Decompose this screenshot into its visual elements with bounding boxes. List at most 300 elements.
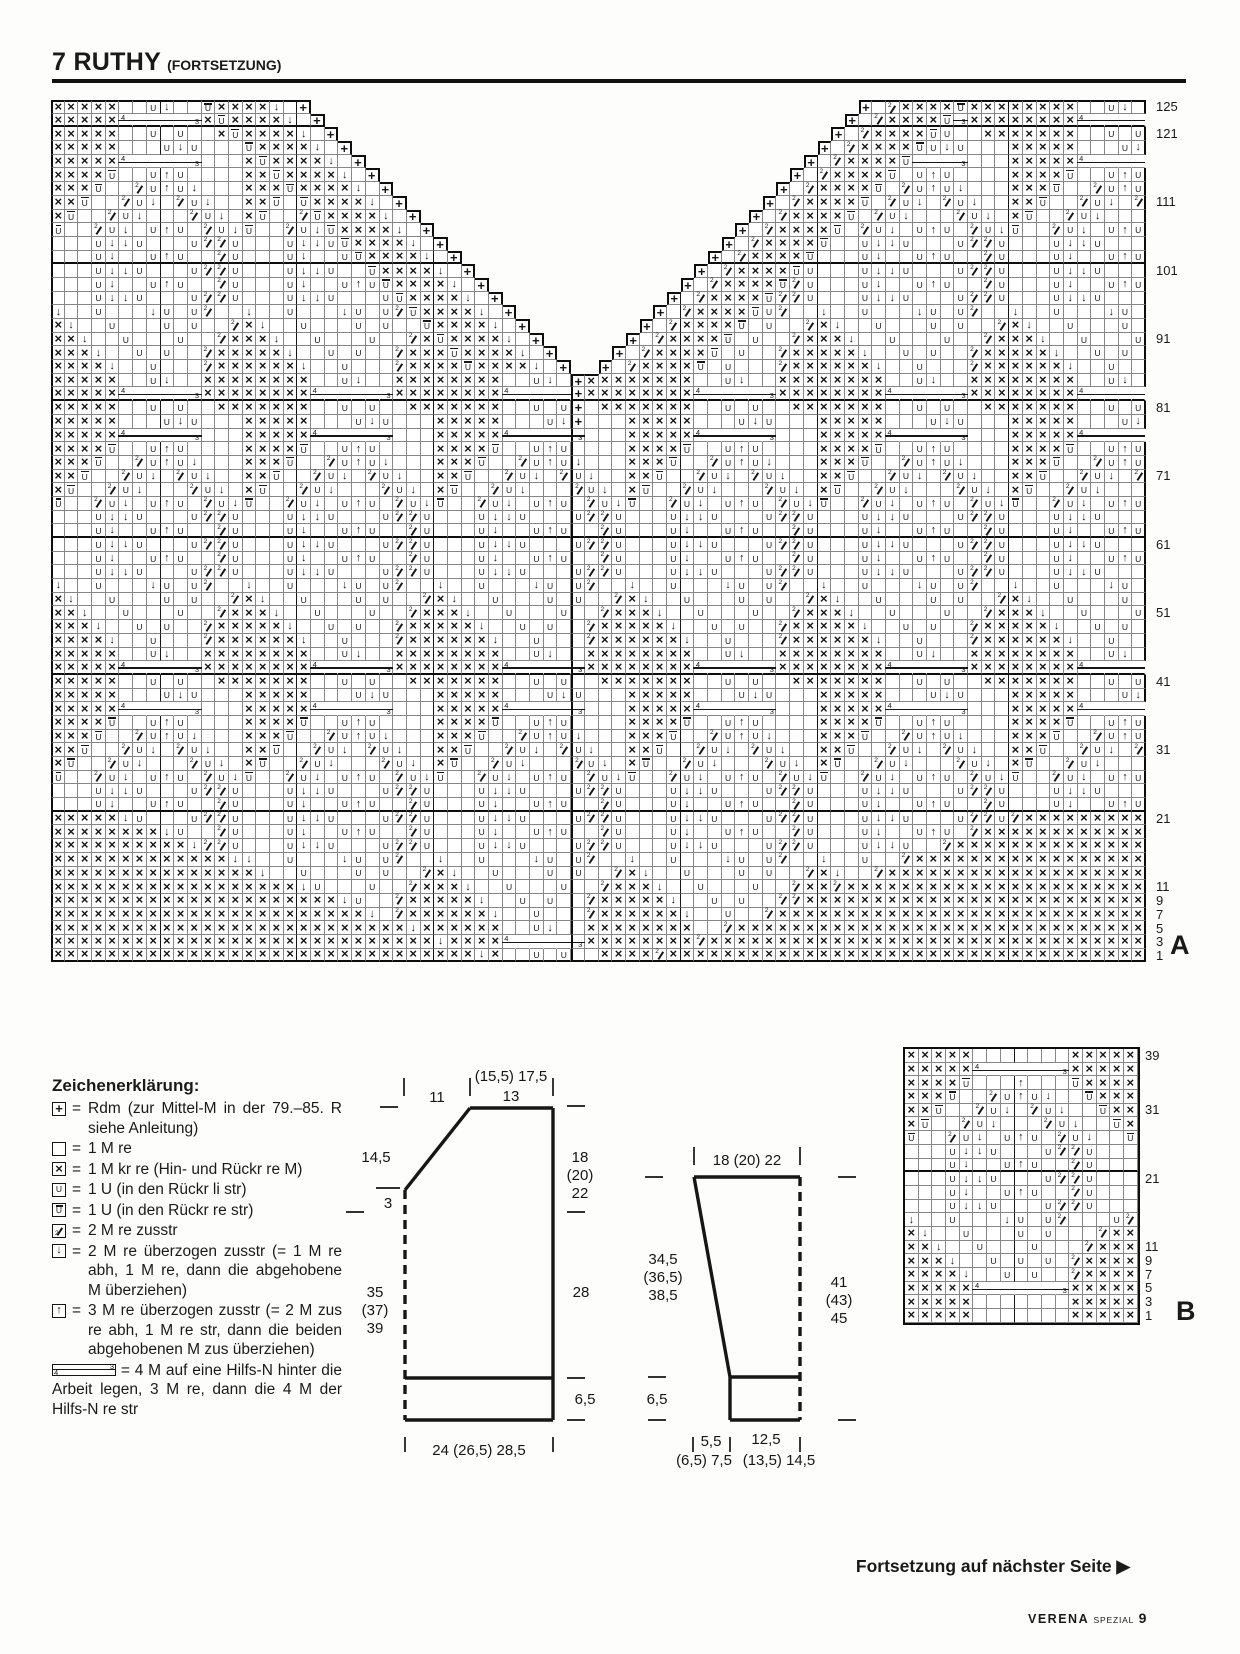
chart-cell [681, 771, 695, 785]
chart-cell [270, 552, 284, 566]
chart-cell [927, 442, 941, 456]
chart-cell [954, 483, 968, 497]
chart-cell [612, 442, 626, 456]
chart-cell [954, 524, 968, 538]
chart-cell [338, 278, 352, 292]
chart-cell [51, 757, 65, 771]
chart-cell [161, 292, 175, 306]
chart-cell [516, 798, 530, 812]
chart-cell [735, 743, 749, 757]
chart-cell [831, 251, 845, 265]
chart-cell [1050, 716, 1064, 730]
chart-cell [503, 538, 517, 552]
chart-cell [612, 319, 626, 333]
chart-cell [585, 511, 599, 525]
chart-cell [913, 196, 927, 210]
chart-cell [229, 264, 243, 278]
chart-cell [147, 798, 161, 812]
chart-cell [147, 565, 161, 579]
chart-cell [900, 278, 914, 292]
chart-cell [818, 771, 832, 785]
chart-cell [462, 853, 476, 867]
chart-cell [722, 743, 736, 757]
chart-cell [421, 210, 435, 224]
chart-cell [119, 634, 133, 648]
chart-cell [954, 429, 968, 443]
chart-cell [475, 839, 489, 853]
chart-cell [681, 565, 695, 579]
chart-cell [995, 429, 1009, 443]
chart-cell [133, 237, 147, 251]
chart-cell [366, 483, 380, 497]
chart-cell [790, 497, 804, 511]
chart-cell [65, 278, 79, 292]
chart-cell [338, 579, 352, 593]
chart-cell [763, 606, 777, 620]
chart-cell [804, 100, 818, 114]
chart-cell [900, 168, 914, 182]
chart-cell [722, 730, 736, 744]
chart-cell [667, 743, 681, 757]
chart-cell [270, 264, 284, 278]
chart-cell [202, 182, 216, 196]
chart-cell [325, 114, 339, 128]
chart-cell [215, 401, 229, 415]
chart-cell [640, 333, 654, 347]
chart-cell [859, 319, 873, 333]
chart-cell [804, 114, 818, 128]
chart-cell [571, 251, 585, 265]
chart-cell [599, 867, 613, 881]
chart-cell [1132, 237, 1146, 251]
chart-cell [571, 305, 585, 319]
chart-cell [1023, 305, 1037, 319]
chart-cell [694, 210, 708, 224]
chart-cell [900, 661, 914, 675]
chart-cell [161, 511, 175, 525]
chart-cell [1078, 401, 1092, 415]
chart-cell [900, 620, 914, 634]
chart-cell [92, 182, 106, 196]
chart-cell [338, 237, 352, 251]
chart-cell [941, 771, 955, 785]
chart-cell [653, 319, 667, 333]
chart-cell [640, 210, 654, 224]
chart-cell [119, 661, 133, 675]
chart-cell [1091, 442, 1105, 456]
chart-cell [585, 552, 599, 566]
chart-cell [202, 196, 216, 210]
chart-cell [995, 305, 1009, 319]
chart-cell [831, 483, 845, 497]
chart-cell [790, 538, 804, 552]
chart-cell [78, 511, 92, 525]
chart-cell [133, 771, 147, 785]
chart-cell [380, 743, 394, 757]
chart-cell [229, 237, 243, 251]
chart-cell [776, 114, 790, 128]
chart-cell [722, 675, 736, 689]
chart-cell [325, 634, 339, 648]
chart-cell [886, 251, 900, 265]
chart-cell [845, 565, 859, 579]
chart-cell [503, 565, 517, 579]
chart-cell [215, 675, 229, 689]
chart-cell [215, 825, 229, 839]
chart-cell [544, 743, 558, 757]
chart-cell [763, 319, 777, 333]
chart-cell [1119, 511, 1133, 525]
chart-cell [776, 798, 790, 812]
chart-cell [1078, 470, 1092, 484]
chart-cell [954, 305, 968, 319]
chart-cell [735, 141, 749, 155]
chart-cell [640, 319, 654, 333]
chart-cell [393, 579, 407, 593]
chart-cell [133, 784, 147, 798]
chart-cell [653, 798, 667, 812]
chart-cell [147, 743, 161, 757]
chart-cell [722, 579, 736, 593]
chart-cell [585, 141, 599, 155]
chart-cell [119, 730, 133, 744]
chart-cell [270, 565, 284, 579]
chart-cell [941, 702, 955, 716]
chart-cell [790, 442, 804, 456]
chart-cell [92, 319, 106, 333]
chart-cell [1037, 278, 1051, 292]
chart-cell [421, 702, 435, 716]
chart-cell [448, 798, 462, 812]
chart-cell [188, 278, 202, 292]
chart-cell [763, 579, 777, 593]
chart-cell [393, 155, 407, 169]
chart-cell [1009, 524, 1023, 538]
chart-cell [202, 483, 216, 497]
chart-cell [530, 812, 544, 826]
chart-cell [1064, 743, 1078, 757]
chart-cell [380, 593, 394, 607]
chart-cell [1105, 127, 1119, 141]
chart-cell [927, 251, 941, 265]
chart-cell [872, 798, 886, 812]
chart-cell [284, 168, 298, 182]
chart-cell [612, 223, 626, 237]
chart-cell [1064, 429, 1078, 443]
chart-cell [776, 524, 790, 538]
chart-cell [503, 210, 517, 224]
chart-cell [927, 210, 941, 224]
chart-cell [161, 648, 175, 662]
chart-cell [393, 825, 407, 839]
chart-cell [585, 387, 599, 401]
chart-cell [913, 812, 927, 826]
chart-cell [735, 483, 749, 497]
chart-cell [954, 223, 968, 237]
chart-cell [530, 702, 544, 716]
chart-cell [475, 825, 489, 839]
chart-cell [599, 305, 613, 319]
chart-cell [489, 839, 503, 853]
chart-cell [530, 675, 544, 689]
chart-cell [667, 593, 681, 607]
chart-cell [913, 579, 927, 593]
chart-cell [790, 880, 804, 894]
chart-cell [776, 784, 790, 798]
chart-cell [968, 333, 982, 347]
chart-cell [516, 867, 530, 881]
chart-cell [503, 908, 517, 922]
chart-cell [941, 155, 955, 169]
chart-cell [557, 853, 571, 867]
chart-cell [215, 949, 229, 963]
chart-cell [1078, 319, 1092, 333]
chart-cell [941, 497, 955, 511]
chart-cell [338, 251, 352, 265]
chart-cell [722, 716, 736, 730]
chart-cell [407, 812, 421, 826]
chart-cell [763, 812, 777, 826]
chart-cell [626, 524, 640, 538]
chart-cell [503, 374, 517, 388]
chart-cell [776, 552, 790, 566]
chart-cell [188, 264, 202, 278]
chart-cell [161, 264, 175, 278]
chart-cell [749, 798, 763, 812]
chart-cell [804, 675, 818, 689]
chart-cell [1091, 648, 1105, 662]
chart-cell [667, 730, 681, 744]
chart-cell [462, 579, 476, 593]
chart-cell [927, 716, 941, 730]
chart-cell [585, 114, 599, 128]
chart-cell [1119, 319, 1133, 333]
chart-cell [380, 127, 394, 141]
chart-cell [51, 264, 65, 278]
chart-cell [544, 511, 558, 525]
chart-cell [804, 292, 818, 306]
chart-cell [749, 182, 763, 196]
chart-cell [215, 771, 229, 785]
chart-cell [202, 716, 216, 730]
chart-cell [352, 483, 366, 497]
chart-cell [243, 812, 257, 826]
chart-cell [927, 114, 941, 128]
chart-cell [65, 524, 79, 538]
chart-cell [311, 237, 325, 251]
chart-cell [352, 456, 366, 470]
chart-cell [147, 730, 161, 744]
chart-cell [352, 292, 366, 306]
chart-cell [119, 346, 133, 360]
chart-cell [626, 497, 640, 511]
chart-cell [571, 538, 585, 552]
chart-cell [352, 141, 366, 155]
chart-cell [886, 812, 900, 826]
chart-cell [694, 620, 708, 634]
chart-cell [229, 538, 243, 552]
chart-cell [667, 798, 681, 812]
chart-cell [516, 565, 530, 579]
chart-cell [640, 127, 654, 141]
chart-cell [421, 182, 435, 196]
chart-cell [571, 593, 585, 607]
chart-cell [270, 319, 284, 333]
chart-cell [1105, 784, 1119, 798]
chart-cell [311, 743, 325, 757]
chart-cell [215, 812, 229, 826]
chart-cell [1037, 730, 1051, 744]
chart-cell [886, 346, 900, 360]
chart-cell [530, 237, 544, 251]
chart-cell [147, 292, 161, 306]
chart-cell [886, 374, 900, 388]
chart-cell [1078, 483, 1092, 497]
chart-cell [421, 401, 435, 415]
chart-cell [270, 278, 284, 292]
chart-cell [557, 798, 571, 812]
chart-cell [174, 771, 188, 785]
chart-cell [188, 401, 202, 415]
chart-cell [489, 552, 503, 566]
chart-cell [557, 702, 571, 716]
chart-cell [393, 565, 407, 579]
chart-cell [133, 593, 147, 607]
chart-cell [571, 319, 585, 333]
chart-cell [571, 771, 585, 785]
chart-cell [161, 497, 175, 511]
chart-cell [1050, 292, 1064, 306]
chart-cell [188, 127, 202, 141]
chart-cell [270, 223, 284, 237]
chart-cell [530, 908, 544, 922]
chart-cell [790, 127, 804, 141]
chart-cell [763, 483, 777, 497]
chart-cell [393, 292, 407, 306]
chart-cell [475, 880, 489, 894]
chart-cell [886, 182, 900, 196]
chart-cell [311, 839, 325, 853]
chart-cell [1009, 278, 1023, 292]
chart-cell [667, 812, 681, 826]
chart-cell [147, 114, 161, 128]
chart-cell [612, 264, 626, 278]
chart-cell [1037, 593, 1051, 607]
chart-cell [380, 702, 394, 716]
chart-cell [106, 470, 120, 484]
chart-cell [202, 292, 216, 306]
chart-cell [900, 264, 914, 278]
chart-cell [297, 743, 311, 757]
chart-cell [1105, 648, 1119, 662]
chart-cell [776, 196, 790, 210]
chart-cell [119, 237, 133, 251]
chart-cell [393, 538, 407, 552]
chart-cell [243, 127, 257, 141]
chart-cell [694, 853, 708, 867]
chart-cell [804, 771, 818, 785]
chart-cell [913, 182, 927, 196]
chart-cell [968, 155, 982, 169]
chart-cell [311, 771, 325, 785]
chart-cell [735, 798, 749, 812]
chart-cell [119, 757, 133, 771]
chart-cell [708, 127, 722, 141]
chart-cell [92, 210, 106, 224]
chart-cell [735, 168, 749, 182]
chart-cell [1091, 168, 1105, 182]
chart-cell [776, 661, 790, 675]
chart-cell [1119, 374, 1133, 388]
chart-cell [1119, 565, 1133, 579]
chart-cell [982, 524, 996, 538]
chart-cell [462, 784, 476, 798]
chart-cell [927, 483, 941, 497]
chart-cell [1064, 593, 1078, 607]
chart-cell [640, 538, 654, 552]
chart-cell [448, 333, 462, 347]
chart-cell [489, 538, 503, 552]
chart-cell [612, 812, 626, 826]
chart-cell [599, 182, 613, 196]
chart-cell [338, 127, 352, 141]
chart-cell [1091, 661, 1105, 675]
chart-cell [612, 771, 626, 785]
chart-cell [1078, 730, 1092, 744]
chart-cell [530, 346, 544, 360]
chart-cell [256, 579, 270, 593]
chart-cell [886, 415, 900, 429]
chart-cell [65, 210, 79, 224]
chart-cell [188, 716, 202, 730]
chart-cell [434, 319, 448, 333]
chart-cell [338, 100, 352, 114]
chart-cell [776, 839, 790, 853]
chart-cell [503, 237, 517, 251]
chart-cell [776, 689, 790, 703]
chart-cell [147, 648, 161, 662]
chart-cell [1119, 730, 1133, 744]
chart-cell [722, 771, 736, 785]
chart-cell [831, 223, 845, 237]
chart-cell [311, 360, 325, 374]
chart-cell [475, 182, 489, 196]
chart-cell [927, 292, 941, 306]
chart-cell [694, 483, 708, 497]
chart-cell [1091, 319, 1105, 333]
chart-cell [1023, 771, 1037, 785]
chart-cell [735, 565, 749, 579]
chart-cell [585, 839, 599, 853]
chart-cell [1078, 429, 1092, 443]
chart-cell [202, 114, 216, 128]
chart-cell [1091, 757, 1105, 771]
chart-cell [503, 429, 517, 443]
chart-cell [722, 223, 736, 237]
chart-cell [407, 292, 421, 306]
chart-cell [749, 196, 763, 210]
chart-cell [106, 278, 120, 292]
chart-cell [462, 278, 476, 292]
chart-cell [229, 839, 243, 853]
chart-cell [681, 716, 695, 730]
chart-cell [913, 278, 927, 292]
chart-cell [653, 237, 667, 251]
chart-cell [1050, 456, 1064, 470]
chart-cell [900, 346, 914, 360]
chart-cell [1132, 182, 1146, 196]
chart-cell [954, 127, 968, 141]
